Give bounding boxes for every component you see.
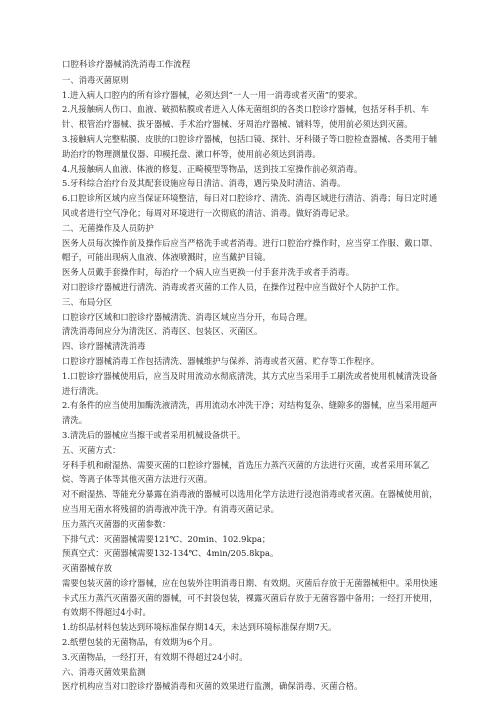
document-title: 口腔科诊疗器械消洗消毒工作流程 [62,60,191,70]
paragraph: 1.进入病人口腔内的所有诊疗器械，必须达到“一人一用一消毒或者灭菌”的要求。 [62,89,363,100]
paragraph: 对不耐湿热、等能充分暴露在消毒液的器械可以选用化学方法进行浸泡消毒或者灭菌。在器械使用前，应当用无菌水将残留的消毒液冲洗干净。有消毒灭菌记录。 [62,489,438,514]
paragraph: 压力蒸汽灭菌器的灭菌参数： [62,518,171,529]
paragraph: 医务人员戴手套操作时，每治疗一个病人应当更换一付手套并洗手或者手消毒。 [62,267,355,278]
section-heading: 三、布局分区 [62,296,113,307]
paragraph: 医疗机构应当对口腔诊疗器械消毒和灭菌的效果进行监测，确保消毒、灭菌合格。 [62,681,363,692]
paragraph: 预真空式：灭菌器械需要132-134℃、4min/205.8kpa。 [62,548,279,559]
section-heading: 二、无菌操作及人员防护 [62,222,154,233]
paragraph: 1.纺织品材料包装达到环境标准保存期14天，未达到环境标准保存期7天。 [62,622,337,633]
section-heading: 一、消毒灭菌原则 [62,74,129,85]
paragraph: 2.纸塑包装的无菌物品，有效期为6个月。 [62,637,218,648]
paragraph: 需要包装灭菌的诊疗器械，应在包装外注明消毒日期、有效期。灭菌后存放于无菌器械柜中。采用快速卡式压力蒸汽灭菌器灭菌的器械，可不封袋包装，裸露灭菌后存放于无菌容器中备用；一经打开使用，有效期不得超过4小时。 [62,577,438,618]
document-body [62,58,442,694]
paragraph: 对口腔诊疗器械进行清洗、消毒或者灭菌的工作人员，在操作过程中应当做好个人防护工作。 [62,281,405,292]
paragraph: 口腔诊疗区域和口腔诊疗器械清洗、消毒区域应当分开，布局合理。 [62,311,313,322]
paragraph: 医务人员每次操作前及操作后应当严格洗手或者消毒。进行口腔治疗操作时，应当穿工作服、戴口罩、帽子，可能出现病人血液、体液喷溅时，应当戴护目镜。 [62,237,438,263]
section-heading: 五、灭菌方式： [62,444,121,455]
paragraph: 下排气式：灭菌器械需要121℃、20min、102.9kpa； [62,533,271,544]
paragraph: 2.有条件的应当使用加酶洗液清洗，再用流动水冲洗干净；对结构复杂、缝隙多的器械，应当采用超声清洗。 [62,400,438,426]
paragraph: 3.灭菌物品，一经打开，有效期不得超过24小时。 [62,651,248,662]
section-heading: 四、诊疗器械清洗消毒 [62,341,146,352]
paragraph: 清洗消毒间应分为清洗区、消毒区、包装区、灭菌区。 [62,326,263,337]
subheading: 灭菌器械存放 [62,563,113,574]
paragraph: 3.接触病人完整粘膜、皮肤的口腔诊疗器械，包括口镜、探针、牙科镊子等口腔检查器械、各类用于辅助治疗的物理测量仪器、印模托盘、漱口杯等，使用前必须达到消毒。 [62,133,438,159]
paragraph: 5.牙科综合治疗台及其配套设施应每日清洁、消毒，遇污染及时清洁、消毒。 [62,178,346,189]
paragraph: 口腔诊疗器械消毒工作包括清洗、器械维护与保养、消毒或者灭菌、贮存等工作程序。 [62,355,380,366]
paragraph: 牙科手机和耐湿热、需要灭菌的口腔诊疗器械，首选压力蒸汽灭菌的方法进行灭菌，或者采用环氧乙烷、等离子体等其他灭菌方法进行灭菌。 [62,459,430,485]
section-heading: 六、消毒灭菌效果监测 [62,666,146,677]
paragraph: 4.凡接触病人血液、体液的修复、正畸模型等物品，送到技工室操作前必须消毒。 [62,163,363,174]
paragraph: 6.口腔诊所区域内应当保证环境整洁，每日对口腔诊疗、清洗、消毒区域进行清洁、消毒；每日定时通风或者进行空气净化；每周对环境进行一次彻底的清洁、消毒。做好消毒记录。 [62,193,438,218]
paragraph: 3.清洗后的器械应当擦干或者采用机械设备烘干。 [62,429,246,440]
paragraph: 1.口腔诊疗器械使用后，应当及时用流动水彻底清洗，其方式应当采用手工刷洗或者使用机械清洗设备进行清洗。 [62,370,438,396]
paragraph: 2.凡接触病人伤口、血液、破损粘膜或者进入人体无菌组织的各类口腔诊疗器械，包括牙科手机、车针、根管治疗器械、拔牙器械、手术治疗器械、牙周治疗器械、铺料等，使用前必须达到灭菌。 [62,104,429,130]
